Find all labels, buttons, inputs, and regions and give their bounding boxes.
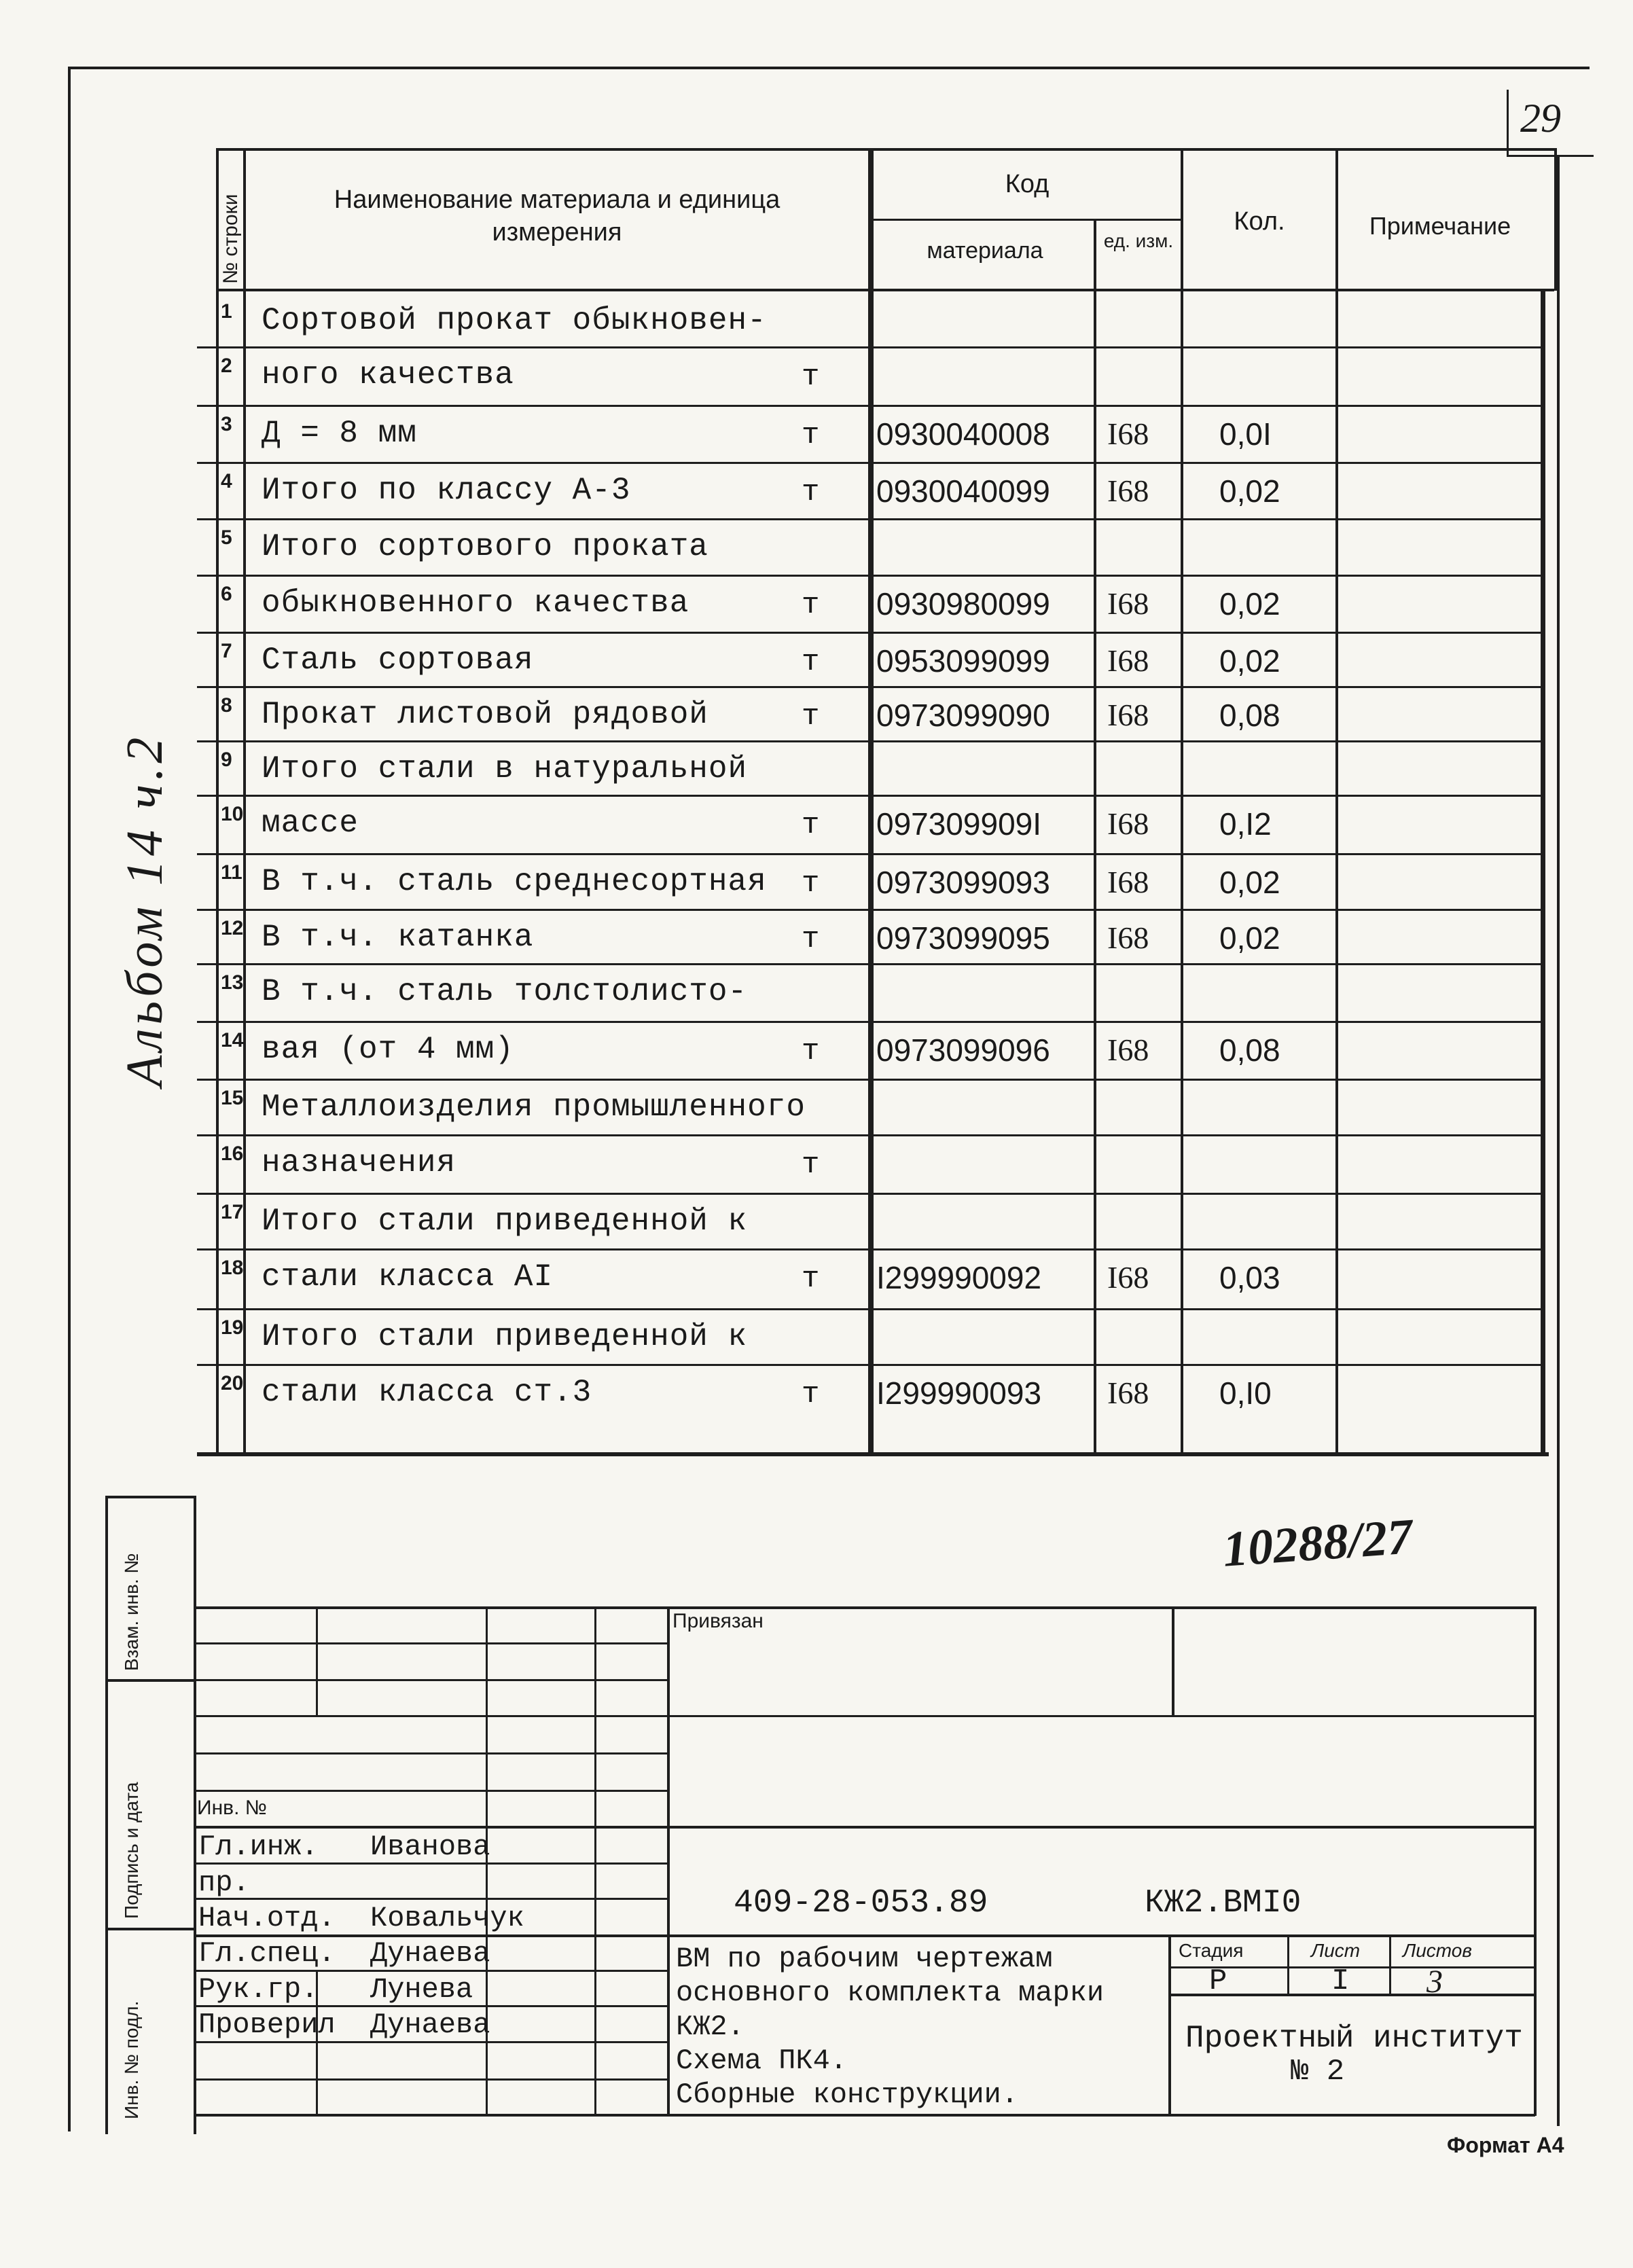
table-row [0,854,1633,910]
material-code: 0973099096 [876,1032,1050,1068]
description-line: основного комплекта марки [676,1977,1105,2009]
table-row [0,1022,1633,1080]
unit-of-measure: т [802,1262,820,1296]
unit-code: I68 [1107,698,1149,732]
unit-of-measure: т [802,867,820,901]
material-code: 0973099090 [876,698,1050,733]
row-number: 14 [221,1029,244,1051]
material-code: 0953099099 [876,643,1050,679]
unit-of-measure: т [802,700,820,734]
quantity: 0,08 [1219,1032,1280,1068]
tb-top-line [194,1606,1535,1609]
header-sub-line [869,219,1182,221]
tb-line-7 [194,1826,1535,1829]
sheet-label: Лист [1311,1940,1361,1961]
material-name: В т.ч. сталь среднесортная [262,864,767,899]
side-strip-sep-1 [105,1679,196,1682]
org-line-2: № 2 [1291,2055,1345,2089]
unit-of-measure: т [802,645,820,679]
material-name: Металлоизделия промышленного [262,1090,806,1125]
quantity: 0,02 [1219,586,1280,622]
sheets-label: Листов [1403,1940,1472,1961]
material-name: Итого стали приведенной к [262,1319,748,1354]
row-number: 10 [221,803,244,825]
unit-code: I68 [1107,416,1149,451]
row-number: 15 [221,1087,244,1109]
row-number: 20 [221,1372,244,1394]
row-number: 2 [221,355,232,377]
header-row-no: № строки [219,194,242,284]
stage-label: Стадия [1179,1940,1244,1961]
table-row [0,463,1633,520]
side-label-inv-podl: Инв. № подл. [121,2000,142,2119]
unit-code: I68 [1107,865,1149,899]
table-row [0,576,1633,633]
signatory-name: Лунева [370,1973,473,2006]
signatory-role: Проверил [198,2009,336,2041]
unit-code: I68 [1107,1032,1149,1067]
material-name: Сортовой прокат обыкновен- [262,303,767,338]
material-name: назначения [262,1145,456,1181]
material-code: I299990092 [876,1260,1042,1295]
side-strip-top-line [105,1496,196,1498]
quantity: 0,I2 [1219,806,1272,842]
material-name: обыкновенного качества [262,586,689,621]
tb-vline-8 [1389,1934,1391,1996]
material-name: Д = 8 мм [262,416,417,451]
row-number: 19 [221,1316,244,1339]
unit-of-measure: т [802,475,820,509]
table-row [0,1310,1633,1365]
quantity: 0,02 [1219,865,1280,900]
material-name: Прокат листовой рядовой [262,697,708,732]
header-qty: Кол. [1234,207,1285,236]
album-handwritten-label: Альбом 14 ч.2 [116,733,173,1087]
tb-line-5 [194,1752,669,1754]
unit-of-measure: т [802,1034,820,1068]
signatory-name: Дунаева [370,1937,490,1970]
side-label-podpis-data: Подпись и дата [121,1782,142,1919]
unit-code: I68 [1107,643,1149,678]
tb-line-3 [194,1679,669,1681]
material-name: вая (от 4 мм) [262,1032,514,1067]
signatory-role: пр. [198,1867,250,1899]
signatory-role: Гл.инж. [198,1831,319,1863]
header-note: Примечание [1369,212,1511,240]
unit-of-measure: т [802,418,820,452]
material-code: 097309909I [876,806,1042,842]
doc-mark: КЖ2.ВМI0 [1145,1885,1302,1922]
signatory-name: Иванова [370,1831,490,1863]
tb-vline-1 [316,1606,318,1715]
row-number: 11 [221,861,243,884]
material-name: Итого по классу А-3 [262,473,631,508]
material-code: I299990093 [876,1375,1042,1411]
tb-line-2 [194,1642,669,1644]
table-row [0,1250,1633,1310]
unit-of-measure: т [802,808,820,842]
row-number: 18 [221,1257,244,1279]
table-row [0,406,1633,463]
tb-line-14 [194,2078,669,2081]
doc-number: 409-28-053.89 [734,1885,988,1922]
signatory-role: Рук.гр. [198,1973,319,2006]
material-name: ного качества [262,357,514,393]
tb-line-4 [194,1715,1535,1717]
material-name: стали класса ст.3 [262,1375,592,1410]
header-code-material: материала [927,238,1043,264]
unit-code: I68 [1107,586,1149,621]
material-name: Итого стали в натуральной [262,751,748,787]
row-number: 17 [221,1201,244,1223]
unit-code: I68 [1107,806,1149,841]
material-code: 0930980099 [876,586,1050,622]
sheet-number: 29 [1520,96,1561,141]
privyazan-label: Привязан [672,1610,764,1632]
material-code: 0973099095 [876,920,1050,956]
header-code-unit: ед. изм. [1103,230,1174,251]
table-row [0,965,1633,1022]
quantity: 0,0I [1219,416,1272,452]
table-row [0,1080,1633,1136]
description-line: ВМ по рабочим чертежам [676,1943,1053,1975]
sheets-value: 3 [1426,1964,1443,2000]
row-number: 13 [221,971,244,994]
material-name: массе [262,806,359,841]
tb-bottom-line [194,2114,1535,2117]
quantity: 0,I0 [1219,1375,1272,1411]
unit-code: I68 [1107,920,1149,955]
tb-vline-4 [667,1606,670,2116]
unit-code: I68 [1107,1260,1149,1295]
table-top-line [216,148,1554,151]
material-code: 0973099093 [876,865,1050,900]
unit-of-measure: т [802,922,820,956]
material-name: Итого стали приведенной к [262,1204,748,1239]
row-number: 12 [221,917,244,939]
description-line: Сборные конструкции. [676,2078,1019,2111]
table-row [0,520,1633,576]
unit-code: I68 [1107,473,1149,508]
table-row [0,910,1633,965]
tb-vline-3 [594,1606,596,2116]
material-name: стали класса АI [262,1259,554,1295]
quantity: 0,08 [1219,698,1280,733]
material-name: Итого сортового проката [262,529,708,564]
row-number: 3 [221,413,232,435]
description-line: КЖ2. [676,2011,744,2043]
quantity: 0,02 [1219,473,1280,509]
table-row [0,742,1633,796]
material-name: Сталь сортовая [262,643,534,678]
table-row [0,348,1633,406]
unit-of-measure: т [802,588,820,622]
stage-value: Р [1209,1964,1227,1998]
table-row [0,1136,1633,1194]
inv-no-label: Инв. № [197,1797,267,1819]
material-name: В т.ч. катанка [262,920,534,955]
table-row [0,1365,1633,1426]
row-number: 4 [221,470,232,492]
signatory-role: Гл.спец. [198,1937,336,1970]
row-number: 1 [221,300,232,323]
header-bottom-line [216,289,1554,291]
table-row [0,633,1633,687]
row-number: 9 [221,749,232,771]
signatory-name: Ковальчук [370,1902,524,1934]
row-number: 5 [221,526,232,549]
row-number: 16 [221,1142,244,1165]
table-row [0,1194,1633,1250]
side-strip-left-line [105,1496,108,2134]
row-number: 6 [221,583,232,605]
handwritten-doc-id: 10288/27 [1221,1509,1415,1578]
org-line-1: Проектный институт [1185,2021,1523,2056]
signatory-role: Нач.отд. [198,1902,336,1934]
tb-vline-7 [1287,1934,1289,1996]
header-name: Наименование материала и единица измерения [334,185,780,247]
tb-line-6 [194,1790,669,1792]
tb-line-13 [194,2041,669,2043]
format-label: Формат А4 [1447,2133,1564,2157]
quantity: 0,03 [1219,1260,1280,1295]
tb-vline-right [1534,1606,1537,2116]
quantity: 0,02 [1219,643,1280,679]
unit-of-measure: т [802,1378,820,1411]
col-line-right [1554,148,1557,291]
tb-line-9 [194,1898,669,1900]
side-strip-right-line [194,1496,196,2134]
tb-vline-5 [1172,1606,1174,1715]
table-row [0,687,1633,742]
row-number: 7 [221,640,232,662]
unit-code: I68 [1107,1375,1149,1410]
sheet-value: I [1331,1964,1350,1998]
quantity: 0,02 [1219,920,1280,956]
tb-vline-6 [1168,1934,1171,2116]
table-row [0,796,1633,854]
table-row [0,293,1633,348]
material-code: 0930040008 [876,416,1050,452]
signatory-name: Дунаева [370,2009,490,2041]
material-code: 0930040099 [876,473,1050,509]
unit-of-measure: т [802,1148,820,1182]
header-code: Код [1005,170,1049,198]
material-name: В т.ч. сталь толстолисто- [262,974,748,1009]
row-number: 8 [221,694,232,717]
tb-line-11 [194,1970,669,1972]
side-label-vzam-inv: Взам. инв. № [121,1553,142,1671]
description-line: Схема ПК4. [676,2045,848,2077]
side-strip-sep-2 [105,1928,196,1930]
unit-of-measure: т [802,360,820,394]
